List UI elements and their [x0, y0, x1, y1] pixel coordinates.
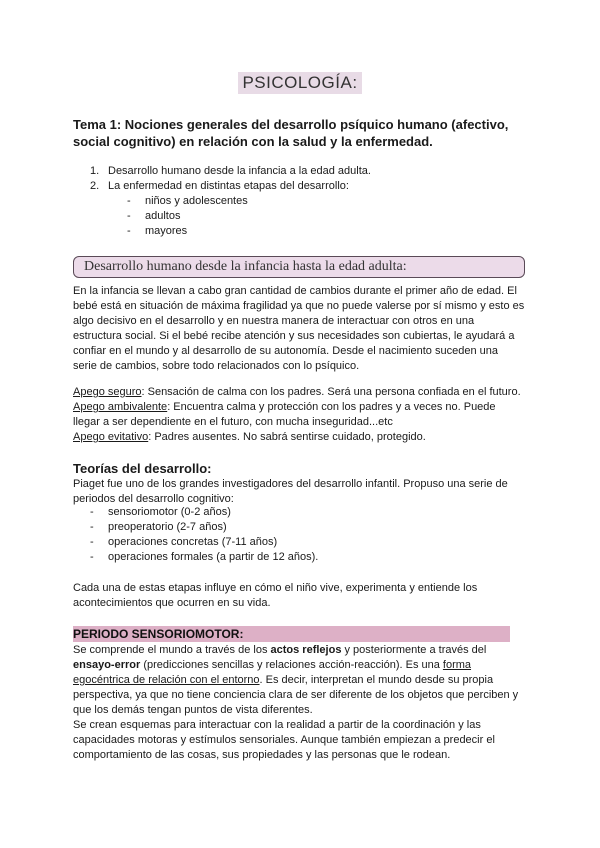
bold-term-reflex-acts: actos reflejos [270, 644, 342, 656]
outline-subitem: - mayores [127, 225, 188, 237]
title-wrapper [0, 72, 600, 94]
outline-number: 1. [90, 165, 100, 177]
outline-text: Desarrollo humano desde la infancia a la edad adulta. [108, 165, 371, 177]
stages-note-paragraph [73, 581, 533, 611]
intro-line: bebé está en situación de máxima fragilidad ya que no puede valerse por sí mismo y esto es [73, 300, 525, 312]
theories-heading: Teorías del desarrollo: [73, 461, 212, 476]
attachment-ambivalent-line-2: llegar a ser dependiente en el futuro, con mucha inseguridad...etc [73, 416, 393, 428]
outline-subitem-text: niños y adolescentes [145, 195, 248, 207]
period-text: preoperatorio (2-7 años) [108, 521, 227, 533]
period-text: sensoriomotor (0-2 años) [108, 506, 231, 518]
piaget-line: periodos del desarrollo cognitivo: [73, 493, 234, 505]
stages-note-line: Cada una de estas etapas influye en cómo el niño vive, experimenta y entiende los [73, 582, 478, 594]
underlined-term: egocéntrica de relación con el entorno [73, 674, 260, 686]
page-title: PSICOLOGÍA: [238, 72, 361, 94]
outline-item [90, 164, 530, 179]
sensorimotor-heading: PERIODO SENSORIOMOTOR: [73, 626, 510, 642]
attachment-secure-term: Apego seguro [73, 386, 142, 398]
outline-item [90, 179, 530, 194]
stages-note-line: acontecimientos que ocurren en su vida. [73, 597, 271, 609]
outline-list [90, 164, 530, 194]
sensorimotor-line: Se crean esquemas para interactuar con la realidad a partir de la coordinación y las [73, 719, 481, 731]
attachment-ambivalent-text: : Encuentra calma y protección con los padres y a veces no. Puede [167, 401, 496, 413]
text-span: Se comprende el mundo a través de los [73, 644, 271, 656]
period-item: - operaciones formales (a partir de 12 años). [90, 551, 319, 563]
intro-line: estructura social. Si el bebé recibe atención y sus necesidades son cubiertas, le ayudará a [73, 330, 515, 342]
period-item: - preoperatorio (2-7 años) [90, 521, 227, 533]
period-item: - sensoriomotor (0-2 años) [90, 506, 231, 518]
text-span: y posteriormente a través del [341, 644, 487, 656]
outline-sublist [127, 194, 427, 239]
attachment-paragraph [73, 385, 533, 445]
attachment-avoidant-line [73, 430, 533, 445]
attachment-ambivalent-line [73, 400, 533, 415]
bold-term-trial-error: ensayo-error [73, 659, 141, 671]
sensorimotor-line: capacidades motoras y estímulos sensoriales. Aunque también empiezan a predecir el [73, 734, 495, 746]
outline-text: La enfermedad en distintas etapas del desarrollo: [108, 180, 349, 192]
sensorimotor-line-3 [73, 673, 533, 688]
period-text: operaciones formales (a partir de 12 años). [108, 551, 319, 563]
intro-line: En la infancia se llevan a cabo gran cantidad de cambios durante el primer año de edad. El [73, 285, 517, 297]
intro-line: serie de cambios, sobre todo relacionados con lo psíquico. [73, 360, 360, 372]
periods-list [90, 505, 390, 565]
underlined-term: forma [442, 659, 472, 671]
attachment-secure-text: : Sensación de calma con los padres. Será una persona confiada en el futuro. [141, 386, 521, 398]
outline-subitem: - adultos [127, 210, 181, 222]
intro-line: algo decisivo en el desarrollo y en nuestra manera de interactuar con otros en una [73, 315, 475, 327]
piaget-paragraph [73, 477, 533, 507]
outline-subitem: - niños y adolescentes [127, 195, 248, 207]
section-box-heading: Desarrollo humano desde la infancia hasta la edad adulta: [73, 256, 525, 278]
text-span: (predicciones sencillas y relaciones acción-reacción). Es una [140, 659, 443, 671]
topic-heading: Tema 1: Nociones generales del desarrollo psíquico humano (afectivo, social cognitivo) en relación con la salud y la enfermedad. [73, 117, 509, 149]
sensorimotor-line: que los demás tengan puntos de vista diferentes. [73, 704, 313, 716]
attachment-ambivalent-term: Apego ambivalente [73, 401, 168, 413]
sensorimotor-paragraph [73, 643, 533, 763]
outline-number: 2. [90, 180, 100, 192]
attachment-avoidant-term: Apego evitativo [73, 431, 149, 443]
sensorimotor-line-2 [73, 658, 533, 673]
attachment-avoidant-text: : Padres ausentes. No sabrá sentirse cuidado, protegido. [148, 431, 426, 443]
outline-subitem-text: adultos [145, 210, 181, 222]
period-item: - operaciones concretas (7-11 años) [90, 536, 278, 548]
sensorimotor-line: perspectiva, ya que no tiene conciencia clara de ser diferente de los objetos que perciben y [73, 689, 519, 701]
sensorimotor-line-1 [73, 643, 533, 658]
sensorimotor-line: comportamiento de las cosas, sus propiedades y las personas que le rodean. [73, 749, 451, 761]
text-span: . Es decir, interpretan el mundo desde su propia [259, 674, 494, 686]
outline-subitem-text: mayores [145, 225, 188, 237]
intro-paragraph [73, 284, 533, 374]
intro-line: confiar en el mundo y al desarrollo de su autonomía. Desde el nacimiento suceden una [73, 345, 498, 357]
attachment-secure-line [73, 385, 533, 400]
piaget-line: Piaget fue uno de los grandes investigadores del desarrollo infantil. Propuso una serie de [73, 478, 508, 490]
period-text: operaciones concretas (7-11 años) [108, 536, 278, 548]
